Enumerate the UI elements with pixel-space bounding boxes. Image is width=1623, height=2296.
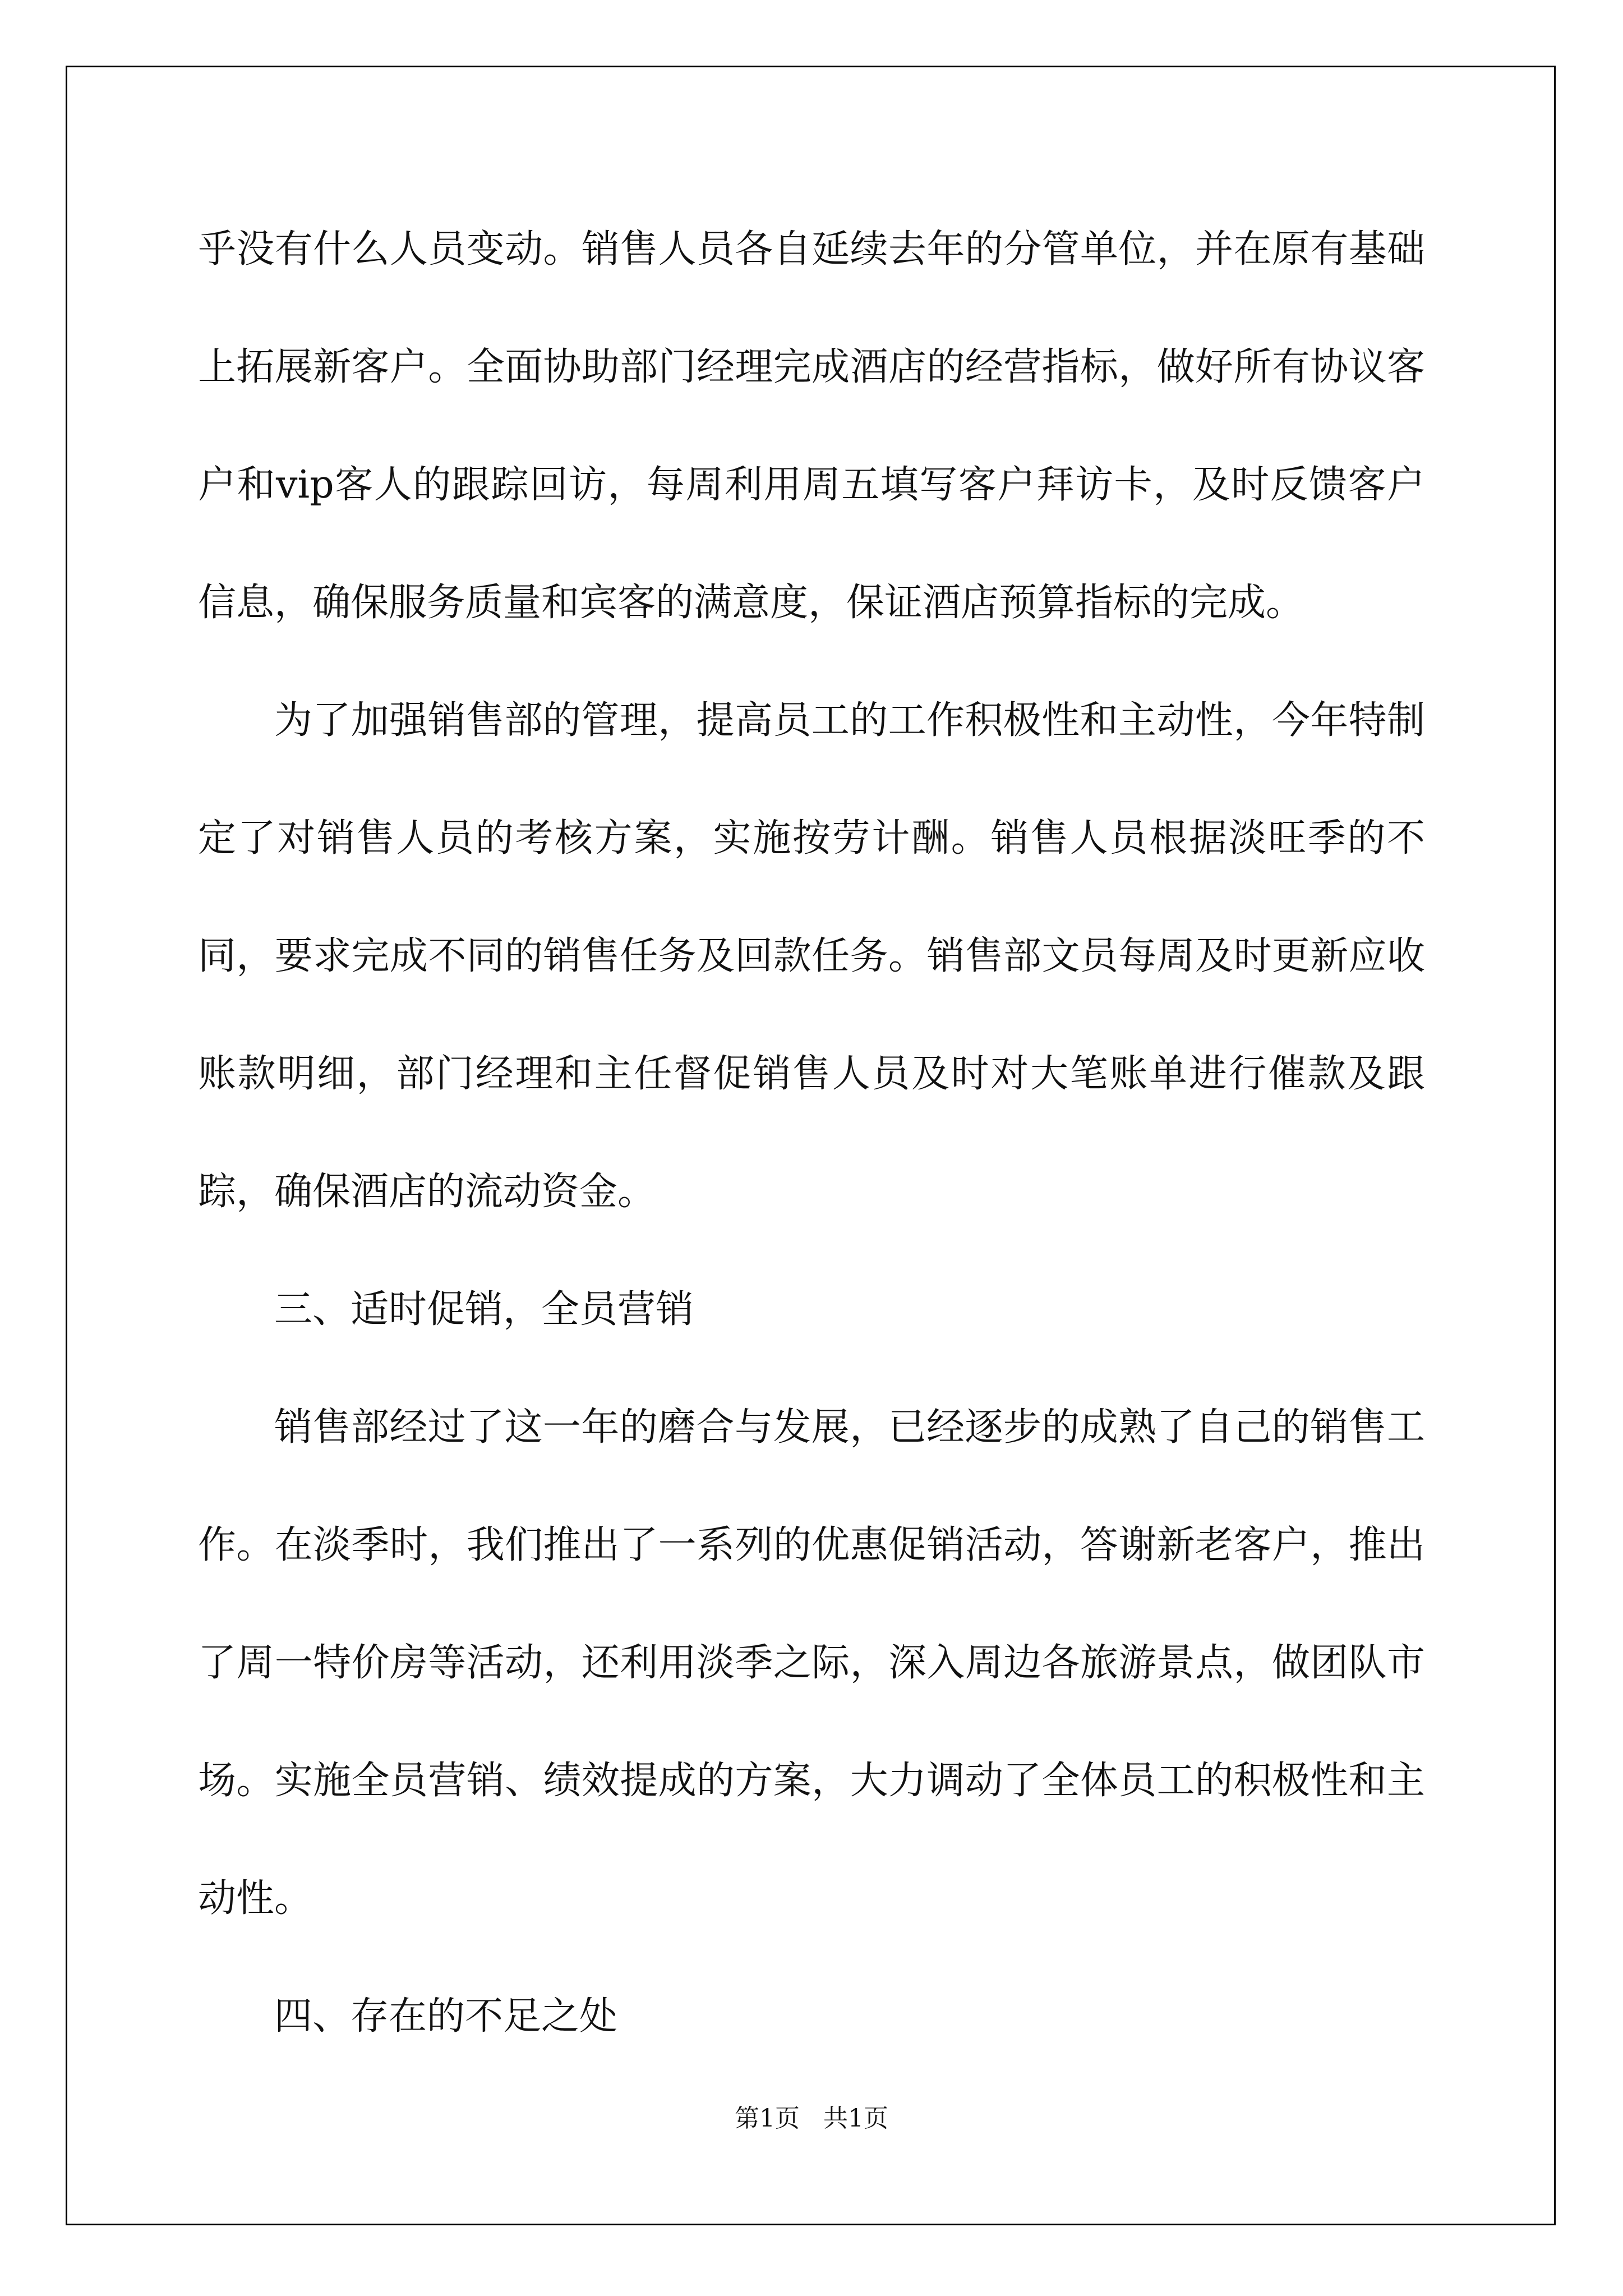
page-number-footer: 第1页 共1页 xyxy=(735,2104,888,2133)
paragraph-sales-management: 为了加强销售部的管理，提高员工的工作积极性和主动性，今年特制定了对销售人员的考核方案，实施按劳计酬。销售人员根据淡旺季的不同，要求完成不同的销售任务及回款任务。销售部文员每周及时更新应收账款明细，部门经理和主任督促销售人员及时对大笔账单进行催款及跟踪，确保酒店的流动资金。 xyxy=(198,698,1425,1214)
section-heading-promotion: 三、适时促销，全员营销 xyxy=(274,1287,694,1332)
paragraph-continuation: 乎没有什么人员变动。销售人员各自延续去年的分管单位，并在原有基础上拓展新客户。全面协助部门经理完成酒店的经营指标，做好所有协议客户和vip客人的跟踪回访，每周利用周五填写客户拜访卡，及时反馈客户信息，确保服务质量和宾客的满意度，保证酒店预算指标的完成。 xyxy=(198,227,1425,625)
section-heading-shortcomings: 四、存在的不足之处 xyxy=(274,1994,618,2039)
paragraph-promotion: 销售部经过了这一年的磨合与发展，已经逐步的成熟了自己的销售工作。在淡季时，我们推出了一系列的优惠促销活动，答谢新老客户，推出了周一特价房等活动，还利用淡季之际，深入周边各旅游景点，做团队市场。实施全员营销、绩效提成的方案，大力调动了全体员工的积极性和主动性。 xyxy=(198,1405,1425,1921)
document-body xyxy=(198,191,1425,2076)
